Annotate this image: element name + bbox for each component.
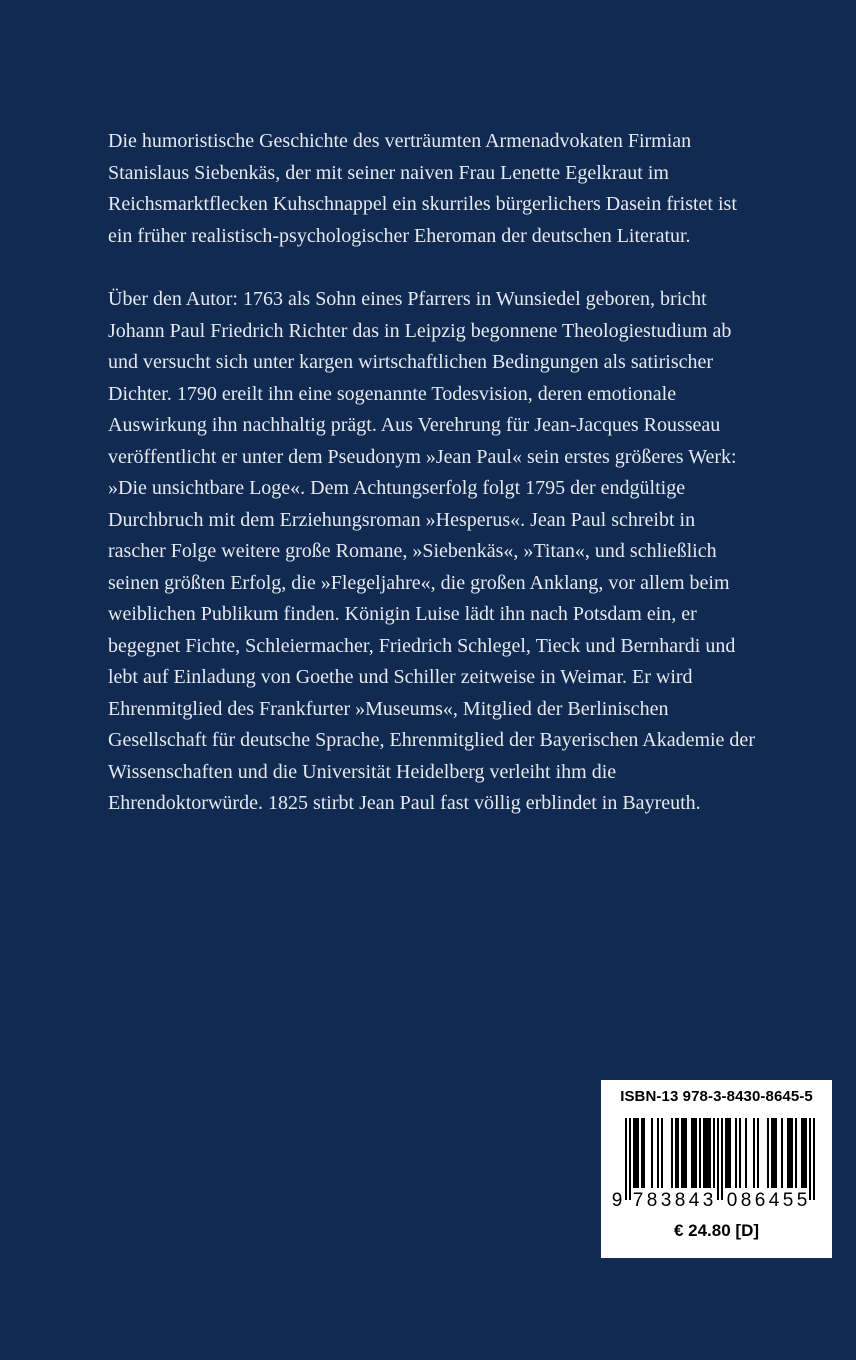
price-label: € 24.80 [D] bbox=[673, 1221, 760, 1240]
paragraph-gap bbox=[108, 252, 808, 284]
barcode-bar bbox=[691, 1118, 693, 1188]
barcode-digits bbox=[612, 1190, 808, 1211]
barcode-bar bbox=[735, 1118, 737, 1188]
text-line: Dichter. 1790 ereilt ihn eine sogenannte Todesvision, deren emotionale bbox=[108, 382, 677, 405]
barcode-bar bbox=[633, 1118, 635, 1188]
barcode-digit: 0 bbox=[726, 1190, 738, 1211]
barcode-bar bbox=[699, 1118, 701, 1188]
barcode-digit: 8 bbox=[674, 1190, 686, 1211]
barcode-digit: 7 bbox=[632, 1190, 644, 1211]
text-line: »Die unsichtbare Loge«. Dem Achtungserfolg folgt 1795 der endgültige bbox=[108, 477, 686, 499]
barcode-bar bbox=[727, 1118, 729, 1188]
text-line: Reichsmarktflecken Kuhschnappel ein skurriles bürgerlichers Dasein fristet ist bbox=[108, 193, 737, 215]
text-line: Die humoristische Geschichte des verträumten Armenadvokaten Firmian bbox=[108, 130, 692, 152]
barcode-bar bbox=[721, 1118, 723, 1200]
text-line: lebt auf Einladung von Goethe und Schiller zeitweise in Weimar. Er wird bbox=[108, 666, 693, 688]
author-bio-paragraph bbox=[108, 284, 808, 820]
barcode-bar bbox=[775, 1118, 777, 1188]
isbn-barcode-box bbox=[601, 1080, 832, 1258]
text-line: veröffentlicht er unter dem Pseudonym »Jean Paul« sein erstes größeres Werk: bbox=[108, 445, 737, 468]
barcode-bar bbox=[661, 1118, 663, 1188]
barcode-bar bbox=[717, 1118, 719, 1200]
barcode-digit: 5 bbox=[782, 1190, 794, 1211]
back-cover-description bbox=[108, 126, 808, 820]
barcode-bar bbox=[705, 1118, 707, 1188]
barcode-bar bbox=[805, 1118, 807, 1188]
barcode-digit: 8 bbox=[740, 1190, 752, 1211]
barcode-bar bbox=[695, 1118, 697, 1188]
barcode-bar bbox=[707, 1118, 709, 1188]
barcode-bar bbox=[809, 1118, 811, 1200]
text-line: Gesellschaft für deutsche Sprache, Ehrenmitglied der Bayerischen Akademie der bbox=[108, 729, 755, 751]
barcode-bar bbox=[771, 1118, 773, 1188]
synopsis-paragraph bbox=[108, 126, 808, 252]
text-line: seinen größten Erfolg, die »Flegeljahre«, die großen Anklang, vor allem beim bbox=[108, 571, 730, 594]
barcode-bar bbox=[773, 1118, 775, 1188]
barcode-bar bbox=[795, 1118, 797, 1188]
barcode-bar bbox=[709, 1118, 711, 1188]
barcode-bar bbox=[757, 1118, 759, 1188]
barcode-bar bbox=[725, 1118, 727, 1188]
barcode-bar bbox=[677, 1118, 679, 1188]
text-line: Johann Paul Friedrich Richter das in Leipzig begonnene Theologiestudium ab bbox=[108, 319, 732, 342]
barcode-digit: 4 bbox=[768, 1190, 780, 1211]
barcode-digit: 6 bbox=[754, 1190, 766, 1211]
barcode-digit: 5 bbox=[796, 1190, 808, 1211]
barcode-bar bbox=[753, 1118, 755, 1188]
barcode-bar bbox=[791, 1118, 793, 1188]
barcode-digit: 8 bbox=[646, 1190, 658, 1211]
barcode-bar bbox=[693, 1118, 695, 1188]
barcode-bar bbox=[787, 1118, 789, 1188]
barcode-bars bbox=[625, 1118, 815, 1200]
barcode-bar bbox=[703, 1118, 705, 1188]
text-line: Ehrenmitglied des Frankfurter »Museums«, Mitglied der Berlinischen bbox=[108, 697, 669, 720]
barcode-bar bbox=[801, 1118, 803, 1188]
barcode-digit: 3 bbox=[660, 1190, 672, 1211]
barcode-bar bbox=[683, 1118, 685, 1188]
barcode-bar bbox=[651, 1118, 653, 1188]
barcode-bar bbox=[671, 1118, 673, 1188]
barcode-bar bbox=[681, 1118, 683, 1188]
barcode-bar bbox=[637, 1118, 639, 1188]
text-line: und versucht sich unter kargen wirtschaftlichen Bedingungen als satirischer bbox=[108, 351, 714, 373]
barcode-digit: 3 bbox=[702, 1190, 714, 1211]
isbn-label: ISBN-13 978-3-8430-8645-5 bbox=[620, 1088, 813, 1105]
text-line: ein früher realistisch-psychologischer Eheroman der deutschen Literatur. bbox=[108, 224, 691, 247]
barcode-bar bbox=[813, 1118, 815, 1200]
barcode-bar bbox=[643, 1118, 645, 1188]
barcode-bar bbox=[767, 1118, 769, 1188]
barcode-bar bbox=[685, 1118, 687, 1188]
barcode-bar bbox=[675, 1118, 677, 1188]
barcode-bar bbox=[781, 1118, 783, 1188]
barcode-bar bbox=[739, 1118, 741, 1188]
barcode-bar bbox=[629, 1118, 631, 1200]
barcode-bar bbox=[745, 1118, 747, 1188]
text-line: Über den Autor: 1763 als Sohn eines Pfarrers in Wunsiedel geboren, bricht bbox=[108, 288, 707, 310]
text-line: Durchbruch mit dem Erziehungsroman »Hesperus«. Jean Paul schreibt in bbox=[108, 508, 696, 531]
text-line: Auswirkung ihn nachhaltig prägt. Aus Verehrung für Jean-Jacques Rousseau bbox=[108, 414, 721, 436]
text-line: rascher Folge weitere große Romane, »Siebenkäs«, »Titan«, und schließlich bbox=[108, 540, 717, 562]
text-line: begegnet Fichte, Schleiermacher, Friedrich Schlegel, Tieck und Bernhardi und bbox=[108, 634, 736, 657]
barcode-bar bbox=[729, 1118, 731, 1188]
barcode-digit: 9 bbox=[611, 1190, 623, 1211]
barcode-bar bbox=[803, 1118, 805, 1188]
barcode-bar bbox=[641, 1118, 643, 1188]
barcode bbox=[611, 1118, 822, 1216]
barcode-bar bbox=[657, 1118, 659, 1188]
barcode-bar bbox=[635, 1118, 637, 1188]
text-line: weiblichen Publikum finden. Königin Luise lädt ihn nach Potsdam ein, er bbox=[108, 603, 697, 625]
text-line: Ehrendoktorwürde. 1825 stirbt Jean Paul fast völlig erblindet in Bayreuth. bbox=[108, 792, 701, 814]
barcode-bar bbox=[625, 1118, 627, 1200]
barcode-digit: 4 bbox=[688, 1190, 700, 1211]
text-line: Wissenschaften und die Universität Heidelberg verleiht ihm die bbox=[108, 760, 617, 783]
barcode-bar bbox=[789, 1118, 791, 1188]
barcode-bar bbox=[713, 1118, 715, 1188]
text-line: Stanislaus Siebenkäs, der mit seiner naiven Frau Lenette Egelkraut im bbox=[108, 161, 669, 184]
